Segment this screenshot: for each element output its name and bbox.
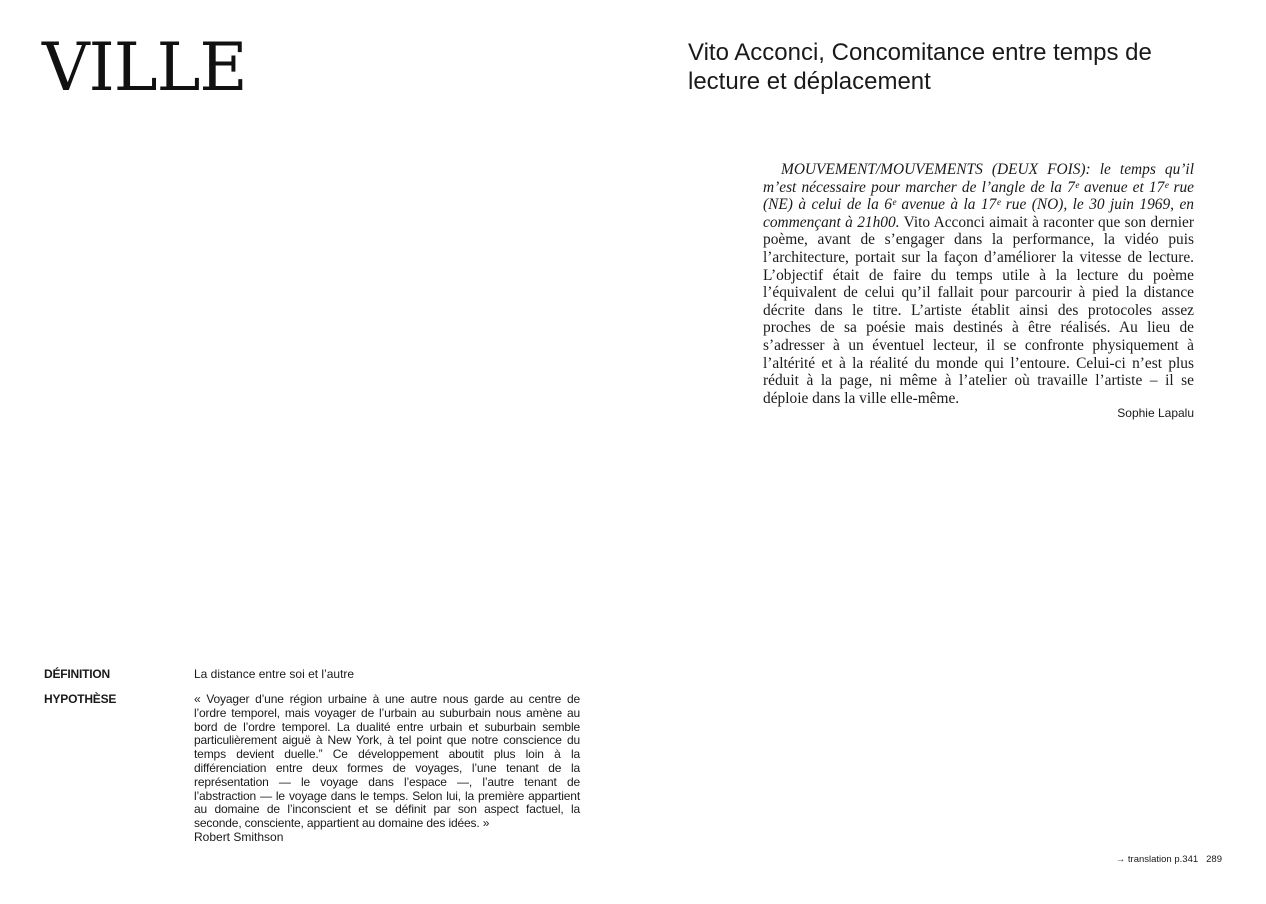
hypothesis-label: HYPOTHÈSE bbox=[44, 692, 117, 706]
hypothesis-quote: « Voyager d’une région urbaine à une autre nous garde au centre de l’ordre temporel, mais voyager de l’urbain au suburbain nous amène au bord de l’ordre temporel. La dualité entre urbain et suburbain semble particulièrement aiguë à New York, à tel point que notre conscience du temps devient duelle.” Ce développement aboutit plus loin à la différenciation entre deux formes de voyages, l’une tenant de la représentation — le voyage dans l’espace —, l’autre tenant de l’abstraction — le voyage dans le temps. Selon lui, la première appartient au domaine de l’inconscient et se définit par son aspect factuel, la seconde, consciente, appartient au domaine des idées. » bbox=[194, 692, 580, 831]
hypothesis-content bbox=[194, 693, 580, 845]
article-body bbox=[763, 161, 1194, 407]
article-title: Vito Acconci, Concomitance entre temps de lecture et déplacement bbox=[688, 39, 1152, 95]
translation-link[interactable]: → translation p.341 bbox=[1115, 854, 1199, 865]
section-title: VILLE bbox=[42, 29, 247, 106]
page-number: 289 bbox=[1206, 854, 1222, 865]
article-author: Sophie Lapalu bbox=[1117, 406, 1194, 420]
hypothesis-attribution: Robert Smithson bbox=[194, 829, 284, 844]
article-body-text: Vito Acconci aimait à raconter que son dernier poème, avant de s’engager dans la performance, la vidéo puis l’architecture, portait sur la façon d’améliorer la vitesse de lecture. L’objectif était de faire du temps utile à la lecture du poème l’équivalent de celui qu’il fallait pour parcourir à pied la distance décrite dans le titre. L’artiste établit ainsi des protocoles assez proches de sa poésie mais destinés à être réalisés. Au lieu de s’adresser à un éventuel lecteur, il se confronte physiquement à l’altérité et à la réalité du monde qui l’entoure. Celui-ci n’est plus réduit à la page, ni même à l’atelier où travaille l’artiste – il se déploie dans la ville elle-même. bbox=[763, 213, 1194, 407]
definition-label: DÉFINITION bbox=[44, 667, 110, 681]
article-lead: MOUVEMENT/MOUVEMENTS (DEUX FOIS): le temps qu’il m’est nécessaire pour marcher de l’angle de la 7ᵉ avenue et 17ᵉ rue (NE) à celui de la 6ᵉ avenue à la 17ᵉ rue (NO), le 30 juin 1969, en commençant à 21h00. bbox=[763, 161, 1194, 231]
definition-value: La distance entre soi et l’autre bbox=[194, 667, 355, 681]
page-footer bbox=[1116, 854, 1222, 866]
